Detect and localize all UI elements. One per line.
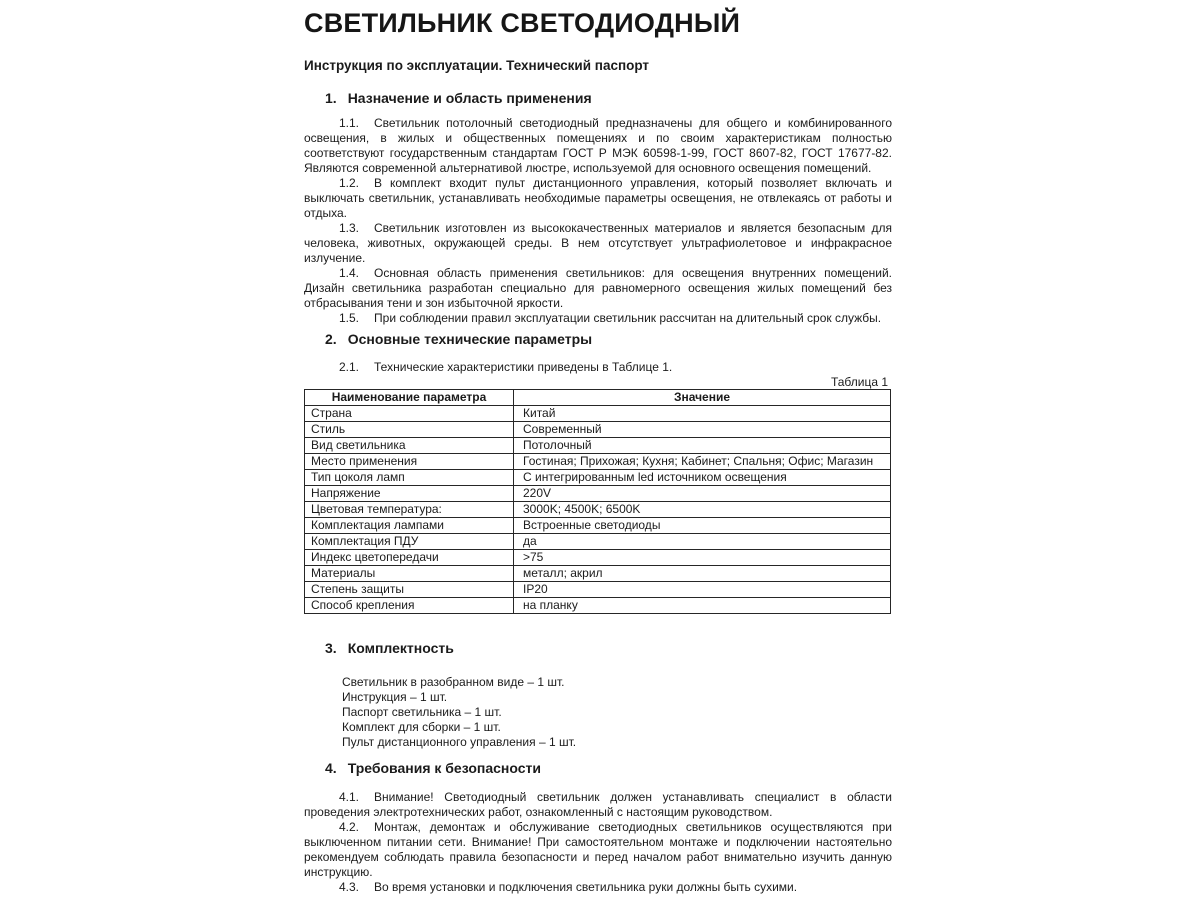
section-3-title: Комплектность xyxy=(347,640,454,656)
section-3-heading xyxy=(304,640,892,656)
paragraph-1-2 xyxy=(304,176,892,221)
kit-contents-list xyxy=(304,675,892,750)
table-row xyxy=(305,406,891,422)
page-subtitle: Инструкция по эксплуатации. Технический паспорт xyxy=(304,58,650,73)
table-row xyxy=(305,598,891,614)
paragraph-number: 1.1. xyxy=(339,116,360,130)
table-header-row xyxy=(305,390,891,406)
section-4-title: Требования к безопасности xyxy=(347,760,541,776)
page-title: СВЕТИЛЬНИК СВЕТОДИОДНЫЙ xyxy=(304,8,741,38)
value-cell: IP20 xyxy=(514,582,891,598)
section-1-title: Назначение и область применения xyxy=(347,90,592,106)
document-page xyxy=(304,0,892,895)
paragraph-number: 1.3. xyxy=(339,221,360,235)
param-cell: Место применения xyxy=(305,454,514,470)
paragraph-number: 4.3. xyxy=(339,880,360,894)
table-caption: Таблица 1 xyxy=(830,375,888,389)
table-row xyxy=(305,550,891,566)
value-cell: металл; акрил xyxy=(514,566,891,582)
table-row xyxy=(305,518,891,534)
table-row xyxy=(305,454,891,470)
paragraph-1-4 xyxy=(304,266,892,311)
param-cell: Степень защиты xyxy=(305,582,514,598)
paragraph-text: Внимание! Светодиодный светильник должен устанавливать специалист в области проведения электротехнических работ, ознакомленный с настоящим руководством. xyxy=(304,790,892,819)
paragraph-1-5 xyxy=(304,311,892,326)
paragraph-4-2 xyxy=(304,820,892,880)
table-row xyxy=(305,486,891,502)
table-row xyxy=(305,566,891,582)
paragraph-text: Технические характеристики приведены в Таблице 1. xyxy=(374,360,673,374)
paragraph-2-1 xyxy=(304,360,892,375)
section-4-number: 4. xyxy=(325,760,337,776)
value-cell: на планку xyxy=(514,598,891,614)
param-cell: Страна xyxy=(305,406,514,422)
param-cell: Тип цоколя ламп xyxy=(305,470,514,486)
column-header-value: Значение xyxy=(514,390,891,406)
section-4-heading xyxy=(304,760,892,776)
value-cell: Встроенные светодиоды xyxy=(514,518,891,534)
paragraph-text: Во время установки и подключения светильника руки должны быть сухими. xyxy=(374,880,798,894)
section-1-heading xyxy=(304,90,892,106)
section-2-number: 2. xyxy=(325,331,337,347)
paragraph-number: 1.4. xyxy=(339,266,360,280)
section-3-number: 3. xyxy=(325,640,337,656)
paragraph-text: Светильник потолочный светодиодный предназначены для общего и комбинированного освещения, в жилых и общественных помещениях и по своим характеристикам полностью соответствуют государственным стандартам ГОСТ Р МЭК 60598-1-99, ГОСТ 8607-82, ГОСТ 17677-82. Являются современной альтернативой люстре, используемой для основного освещения помещений. xyxy=(304,116,892,175)
paragraph-number: 1.5. xyxy=(339,311,360,325)
paragraph-text: При соблюдении правил эксплуатации светильник рассчитан на длительный срок службы. xyxy=(374,311,882,325)
param-cell: Напряжение xyxy=(305,486,514,502)
table-row xyxy=(305,422,891,438)
paragraph-number: 4.2. xyxy=(339,820,360,834)
table-row xyxy=(305,470,891,486)
value-cell: Китай xyxy=(514,406,891,422)
specs-table xyxy=(304,389,891,614)
table-row xyxy=(305,438,891,454)
section-1-number: 1. xyxy=(325,90,337,106)
paragraph-number: 1.2. xyxy=(339,176,360,190)
table-row xyxy=(305,582,891,598)
paragraph-text: Светильник изготовлен из высококачественных материалов и является безопасным для человека, животных, окружающей среды. В нем отсутствует ультрафиолетовое и инфракрасное излучение. xyxy=(304,221,892,265)
value-cell: 3000K; 4500K; 6500K xyxy=(514,502,891,518)
paragraph-4-1 xyxy=(304,790,892,820)
paragraph-number: 4.1. xyxy=(339,790,360,804)
param-cell: Цветовая температура: xyxy=(305,502,514,518)
section-2-heading xyxy=(304,331,892,347)
list-item: Паспорт светильника – 1 шт. xyxy=(342,705,502,719)
column-header-parameter: Наименование параметра xyxy=(305,390,514,406)
paragraph-1-1 xyxy=(304,116,892,176)
param-cell: Комплектация ПДУ xyxy=(305,534,514,550)
paragraph-number: 2.1. xyxy=(339,360,360,374)
param-cell: Материалы xyxy=(305,566,514,582)
paragraph-1-3 xyxy=(304,221,892,266)
value-cell: С интегрированным led источником освещения xyxy=(514,470,891,486)
table-row xyxy=(305,502,891,518)
paragraph-text: В комплект входит пульт дистанционного управления, который позволяет включать и выключать светильник, устанавливать необходимые параметры освещения, не отвлекаясь от работы и отдыха. xyxy=(304,176,892,220)
section-4-body xyxy=(304,790,892,895)
table-row xyxy=(305,534,891,550)
list-item: Пульт дистанционного управления – 1 шт. xyxy=(342,735,577,749)
value-cell: Современный xyxy=(514,422,891,438)
param-cell: Стиль xyxy=(305,422,514,438)
param-cell: Вид светильника xyxy=(305,438,514,454)
value-cell: >75 xyxy=(514,550,891,566)
value-cell: 220V xyxy=(514,486,891,502)
list-item: Комплект для сборки – 1 шт. xyxy=(342,720,501,734)
section-2-title: Основные технические параметры xyxy=(347,331,593,347)
param-cell: Способ крепления xyxy=(305,598,514,614)
param-cell: Индекс цветопередачи xyxy=(305,550,514,566)
paragraph-text: Монтаж, демонтаж и обслуживание светодиодных светильников осуществляются при выключенном питании сети. Внимание! При самостоятельном монтаже и подключении настоятельно рекомендуем соблюдать правила безопасности и перед началом работ внимательно изучить данную инструкцию. xyxy=(304,820,892,879)
value-cell: Гостиная; Прихожая; Кухня; Кабинет; Спальня; Офис; Магазин xyxy=(514,454,891,470)
value-cell: Потолочный xyxy=(514,438,891,454)
list-item: Инструкция – 1 шт. xyxy=(342,690,448,704)
param-cell: Комплектация лампами xyxy=(305,518,514,534)
paragraph-text: Основная область применения светильников: для освещения внутренних помещений. Дизайн светильника разработан специально для равномерного освещения жилых помещений без отбрасывания тени и зон избыточной яркости. xyxy=(304,266,892,310)
value-cell: да xyxy=(514,534,891,550)
list-item: Светильник в разобранном виде – 1 шт. xyxy=(342,675,565,689)
paragraph-4-3 xyxy=(304,880,892,895)
section-1-body xyxy=(304,116,892,326)
